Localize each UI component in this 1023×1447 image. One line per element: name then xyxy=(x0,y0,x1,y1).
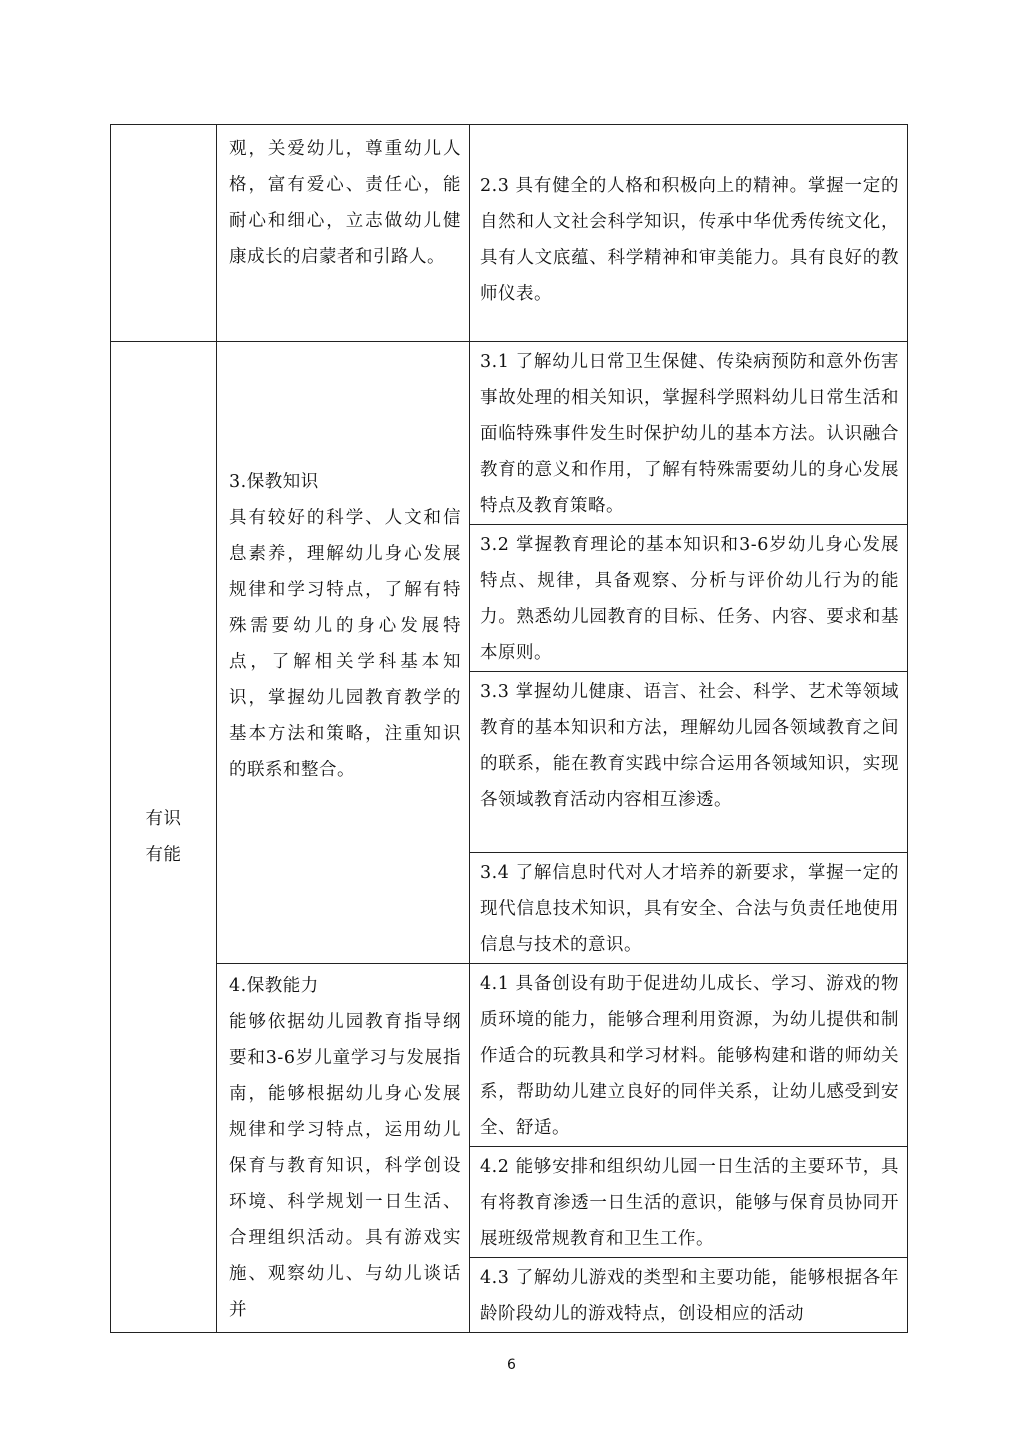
indicator-text: 3.1 了解幼儿日常卫生保健、传染病预防和意外伤害事故处理的相关知识，掌握科学照料幼儿日常生活和面临特殊事件发生时保护幼儿的基本方法。认识融合教育的意义和作用，了解有特殊需要幼儿的身心发展特点及教育策略。 xyxy=(480,352,899,516)
indicator-text: 2.3 具有健全的人格和积极向上的精神。掌握一定的自然和人文社会科学知识，传承中华优秀传统文化，具有人文底蕴、科学精神和审美能力。具有良好的教师仪表。 xyxy=(480,176,899,304)
indicator-text: 3.4 了解信息时代对人才培养的新要求，掌握一定的现代信息技术知识，具有安全、合法与负责任地使用信息与技术的意识。 xyxy=(480,863,899,955)
table-row xyxy=(111,125,908,342)
knowledge-text: 具有较好的科学、人文和信息素养，理解幼儿身心发展规律和学习特点，了解有特殊需要幼儿的身心发展特点，了解相关学科基本知识，掌握幼儿园教育教学的基本方法和策略，注重知识的联系和整合。 xyxy=(229,508,461,780)
knowledge-cell xyxy=(217,342,470,964)
indicator-text: 3.3 掌握幼儿健康、语言、社会、科学、艺术等领域教育的基本知识和方法，理解幼儿园各领域教育之间的联系，能在教育实践中综合运用各领域知识，实现各领域教育活动内容相互渗透。 xyxy=(480,682,899,810)
ability-title: 4.保教能力 xyxy=(229,976,319,996)
category-cell-empty xyxy=(111,125,217,342)
knowledge-title: 3.保教知识 xyxy=(229,472,319,492)
indicator-cell xyxy=(470,1258,908,1333)
indicator-cell xyxy=(470,342,908,525)
ability-text: 能够依据幼儿园教育指导纲要和3-6岁儿童学习与发展指南，能够根据幼儿身心发展规律和学习特点，运用幼儿保育与教育知识，科学创设环境、科学规划一日生活、合理组织活动。具有游戏实施、观察幼儿、与幼儿谈话并 xyxy=(229,1012,461,1320)
page-number: 6 xyxy=(507,1357,516,1373)
indicator-cell xyxy=(470,964,908,1147)
indicator-cell xyxy=(470,853,908,964)
requirement-text: 观，关爱幼儿，尊重幼儿人格，富有爱心、责任心，能耐心和细心，立志做幼儿健康成长的启蒙者和引路人。 xyxy=(229,139,461,267)
indicator-cell xyxy=(470,1147,908,1258)
indicator-text: 4.2 能够安排和组织幼儿园一日生活的主要环节，具有将教育渗透一日生活的意识，能够与保育员协同开展班级常规教育和卫生工作。 xyxy=(480,1157,899,1249)
category-label-line1: 有识 xyxy=(145,809,182,829)
category-label-line2: 有能 xyxy=(145,845,182,865)
table-row xyxy=(111,342,908,525)
indicator-cell xyxy=(470,525,908,672)
standards-table xyxy=(110,124,908,1333)
indicator-text: 4.1 具备创设有助于促进幼儿成长、学习、游戏的物质环境的能力，能够合理利用资源，为幼儿提供和制作适合的玩教具和学习材料。能够构建和谐的师幼关系，帮助幼儿建立良好的同伴关系，让幼儿感受到安全、舒适。 xyxy=(480,974,899,1138)
category-cell xyxy=(111,342,217,1333)
indicator-cell xyxy=(470,125,908,342)
indicator-cell xyxy=(470,672,908,853)
ability-cell xyxy=(217,964,470,1333)
requirement-cell xyxy=(217,125,470,342)
table-row xyxy=(111,964,908,1147)
indicator-text: 3.2 掌握教育理论的基本知识和3-6岁幼儿身心发展特点、规律，具备观察、分析与评价幼儿行为的能力。熟悉幼儿园教育的目标、任务、内容、要求和基本原则。 xyxy=(480,535,899,663)
indicator-text: 4.3 了解幼儿游戏的类型和主要功能，能够根据各年龄阶段幼儿的游戏特点，创设相应的活动 xyxy=(480,1268,899,1324)
